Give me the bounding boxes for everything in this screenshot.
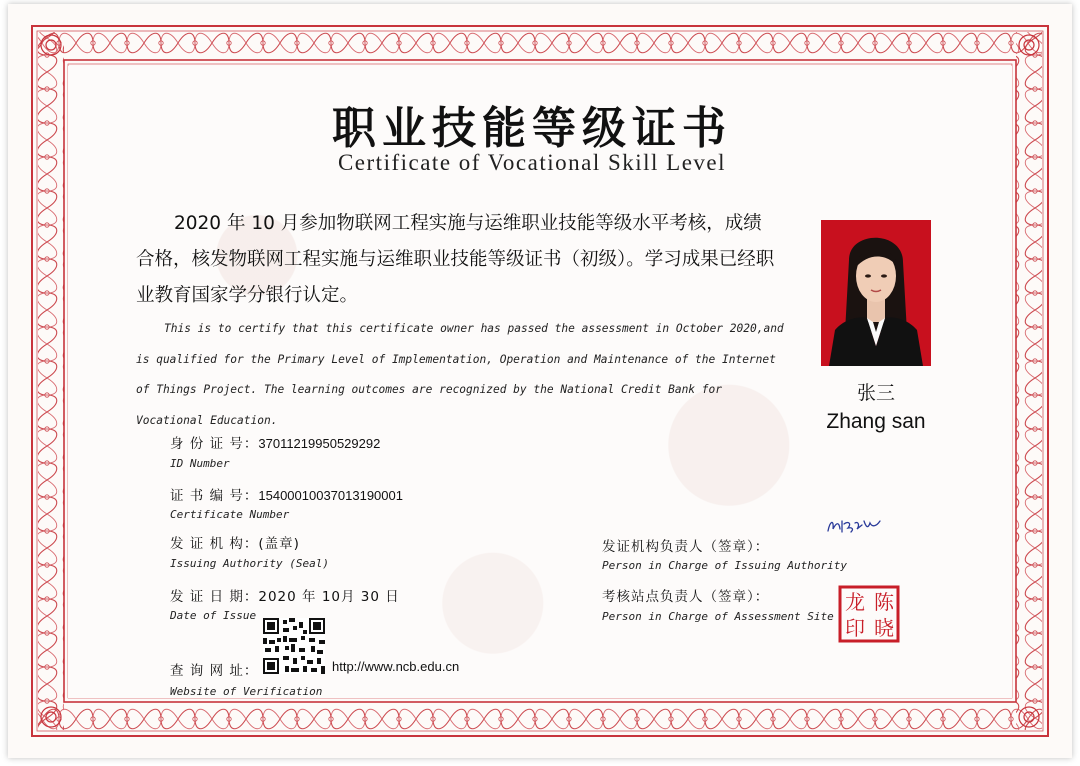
website-link[interactable]: http://www.ncb.edu.cn (332, 659, 460, 674)
issuing-authority-value: (盖章) (258, 536, 300, 552)
svg-text:龙: 龙 (845, 590, 865, 614)
issuing-authority-row (170, 532, 300, 552)
red-seal-stamp (838, 585, 900, 643)
title-english: Certificate of Vocational Skill Level (337, 150, 727, 175)
id-number-label-en: ID Number (170, 457, 230, 470)
issuing-authority-label: 发 证 机 构： (170, 536, 259, 552)
issuer-head-label: 发证机构负责人（签章）： (602, 539, 770, 555)
title-chinese: 职业技能等级证书 (332, 103, 732, 154)
holder-name-chinese: 张三 (856, 382, 895, 404)
certificate-number-label: 证 书 编 号： (170, 488, 259, 504)
id-number-value: 370112199505292​92 (258, 436, 381, 451)
certification-text-english: This is to certify that this certificate owner has passed the assessment in October 2020,and is qualified for the Primary Level of Implementation, Operation and Maintenance of the Internet of Things Project. The learning outcomes are recognized by the National Credit Bank for Vocational Education. (136, 322, 784, 427)
website-label: 查 询 网 址： (170, 663, 259, 679)
site-head-label: 考核站点负责人（签章）： (602, 589, 770, 605)
svg-text:晓: 晓 (874, 616, 894, 640)
issue-date-label-en: Date of Issue (170, 609, 257, 622)
qr-code-icon (263, 618, 325, 674)
portrait-image (821, 220, 931, 366)
id-number-label: 身 份 证 号： (170, 436, 259, 452)
issuing-authority-label-en: Issuing Authority (Seal) (170, 557, 329, 570)
issue-date-label: 发 证 日 期： (170, 589, 259, 605)
certification-text-chinese: 2020 年 10 月参加物联网工程实施与运维职业技能等级水平考核，成绩合格，核发物联网工程实施与运维职业技能等级证书（初级）。学习成果已经职业教育国家学分银行认定。 (136, 213, 775, 306)
website-row (170, 659, 258, 679)
holder-name-english: Zhang san (826, 410, 926, 433)
issue-date-row (170, 585, 400, 605)
site-head-label-en: Person in Charge of Assessment Site (602, 610, 834, 623)
svg-text:陈: 陈 (874, 590, 894, 614)
svg-text:印: 印 (845, 616, 865, 640)
holder-photo (821, 220, 931, 366)
certificate-number-value: 15400010037013190001 (258, 488, 403, 503)
issue-date-value: 2020 年 10月 30 日 (258, 589, 400, 605)
certificate-number-label-en: Certificate Number (170, 508, 290, 521)
handwritten-signature (824, 515, 884, 537)
id-number-row (170, 432, 380, 452)
issuer-head-label-en: Person in Charge of Issuing Authority (602, 559, 848, 572)
certificate-number-row (170, 484, 403, 504)
website-label-en: Website of Verification (170, 685, 323, 698)
